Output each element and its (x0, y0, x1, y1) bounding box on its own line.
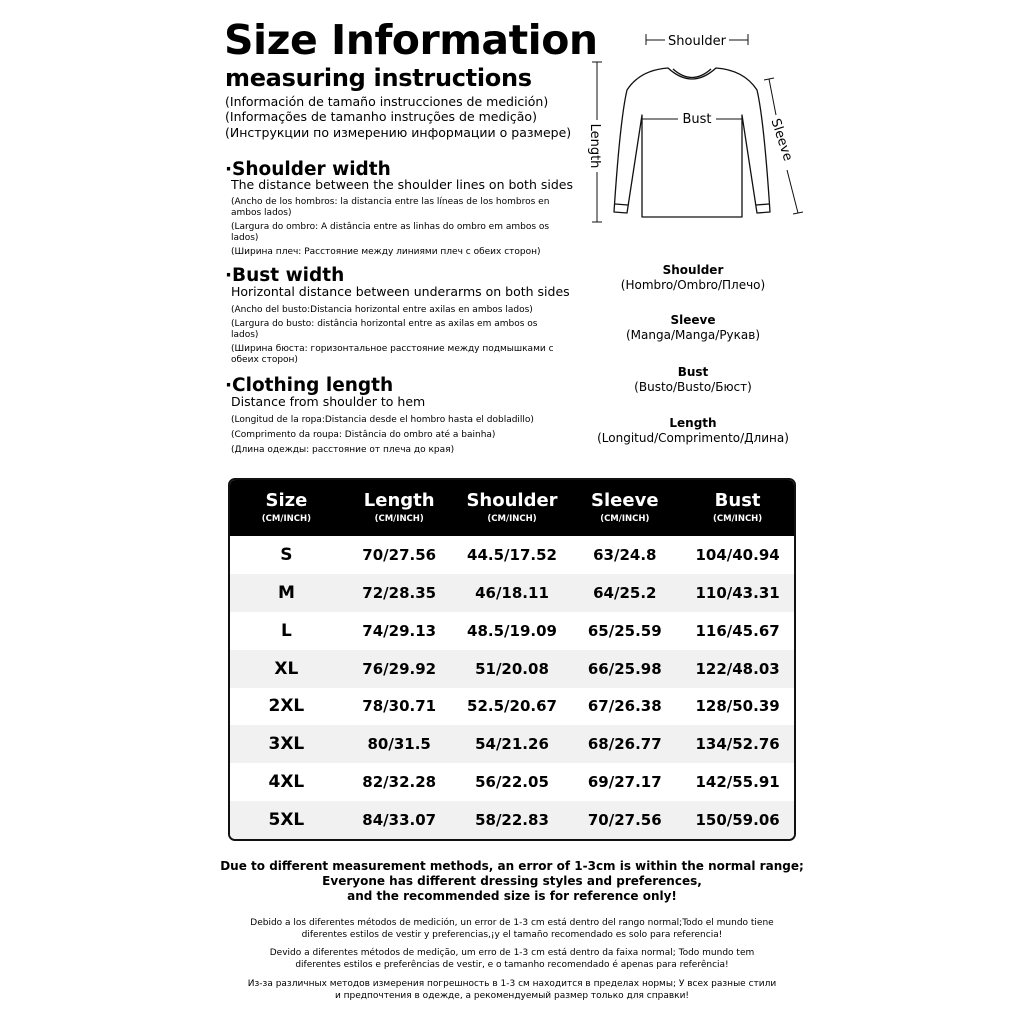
diagram-sleeve-label: Sleeve (767, 116, 796, 163)
page-subtitle: measuring instructions (225, 64, 532, 92)
cell-length: 78/30.71 (362, 697, 437, 716)
cell-size: XL (274, 658, 299, 679)
column-header-length: Length (CM/INCH) (363, 490, 435, 524)
note-english: Due to different measurement methods, an error of 1-3cm is within the normal range; Everyone has different dressing styles and preferences, and the recommended size is for reference only! (220, 859, 804, 903)
note-portuguese: Devido a diferentes métodos de medição, um erro de 1-3 cm está dentro da faixa normal; Todo mundo tem diferentes estilos e preferências de vestir, e o tamanho recomendado é apenas para referência! (269, 948, 755, 970)
cell-size: L (280, 620, 292, 641)
table-row (230, 536, 794, 574)
column-header-size: Size (CM/INCH) (261, 490, 311, 524)
section-bust-es: (Ancho del busto:Distancia horizontal entre axilas en ambos lados) (231, 305, 533, 315)
cell-size: 3XL (268, 734, 305, 755)
table-row (230, 763, 794, 801)
section-shoulder-heading: ·Shoulder width (225, 159, 391, 180)
table-body (230, 536, 794, 839)
section-bust-ru: (Ширина бюста: горизонтальное расстояние между подмышками с обеих сторон) (231, 344, 554, 365)
cell-sleeve: 67/26.38 (587, 697, 662, 716)
legend-name: Shoulder (662, 263, 724, 277)
cell-shoulder: 52.5/20.67 (467, 697, 557, 716)
cell-length: 74/29.13 (362, 621, 437, 640)
column-header-sleeve: Sleeve (CM/INCH) (591, 490, 659, 524)
cell-bust: 128/50.39 (695, 697, 780, 716)
legend-translation: (Manga/Manga/Рукав) (625, 328, 761, 342)
cell-length: 80/31.5 (367, 735, 431, 754)
cell-sleeve: 64/25.2 (593, 583, 657, 602)
cell-length: 84/33.07 (362, 811, 437, 830)
subtitle-pt: (Informações de tamanho instruções de medição) (225, 109, 537, 124)
section-length-es: (Longitud de la ropa:Distancia desde el hombro hasta el dobladillo) (231, 415, 534, 425)
legend-item-sleeve (580, 313, 806, 343)
cell-shoulder: 54/21.26 (475, 735, 549, 754)
table-row (230, 688, 794, 726)
section-bust-pt: (Largura do busto: distância horizontal entre as axilas em ambos os lados) (231, 319, 538, 340)
cell-size: 2XL (268, 696, 305, 717)
subtitle-ru: (Инструкции по измерению информации о размере) (225, 125, 572, 140)
note-russian: Из-за различных методов измерения погрешность в 1-3 см находится в пределах нормы; У всех разные стили и предпочтения в одежде, а рекомендуемый размер только для справки! (247, 979, 777, 1001)
legend-item-length (580, 416, 806, 446)
table-header (230, 480, 794, 536)
subtitle-es: (Información de tamaño instrucciones de medición) (225, 94, 549, 109)
size-table (228, 478, 796, 841)
section-shoulder-es: (Ancho de los hombros: la distancia entre las líneas de los hombros en ambos lados) (231, 197, 550, 218)
cell-bust: 134/52.76 (695, 735, 780, 754)
column-header-shoulder: Shoulder (CM/INCH) (466, 490, 558, 524)
cell-shoulder: 48.5/19.09 (467, 621, 557, 640)
legend-translation: (Busto/Busto/Бюст) (634, 380, 752, 394)
legend-name: Length (669, 416, 717, 430)
cell-sleeve: 68/26.77 (587, 735, 662, 754)
table-row (230, 574, 794, 612)
cell-bust: 116/45.67 (695, 621, 780, 640)
diagram-length-label: Length (587, 123, 602, 169)
cell-sleeve: 66/25.98 (587, 659, 662, 678)
legend-item-shoulder (580, 263, 806, 293)
cell-shoulder: 44.5/17.52 (467, 545, 557, 564)
section-length-heading: ·Clothing length (225, 375, 394, 396)
cell-size: S (280, 544, 293, 565)
cell-sleeve: 69/27.17 (587, 773, 662, 792)
table-row (230, 650, 794, 688)
cell-bust: 122/48.03 (695, 659, 780, 678)
shirt-outline (614, 68, 770, 217)
legend-translation: (Hombro/Ombro/Плечо) (620, 278, 766, 292)
section-bust-heading: ·Bust width (225, 265, 345, 286)
legend-name: Bust (677, 365, 709, 379)
diagram-bust-label: Bust (682, 112, 712, 127)
cell-shoulder: 56/22.05 (475, 773, 549, 792)
legend-item-bust (580, 365, 806, 395)
cell-bust: 104/40.94 (695, 545, 780, 564)
garment-diagram (580, 25, 810, 235)
section-shoulder-desc: The distance between the shoulder lines on both sides (231, 177, 573, 192)
table-row (230, 801, 794, 839)
cell-length: 70/27.56 (362, 545, 437, 564)
note-spanish: Debido a los diferentes métodos de medición, un error de 1-3 cm está dentro del rango normal;Todo el mundo tiene diferentes estilos de vestir y preferencias,¡y el tamaño recomendado es solo para referencia! (250, 918, 774, 940)
table-row (230, 725, 794, 763)
cell-sleeve: 63/24.8 (593, 545, 657, 564)
cell-size: 4XL (268, 772, 305, 793)
section-bust-desc: Horizontal distance between underarms on both sides (231, 284, 570, 299)
section-shoulder-pt: (Largura do ombro: A distância entre as linhas do ombro em ambos os lados) (231, 222, 550, 243)
cell-sleeve: 70/27.56 (587, 811, 662, 830)
table-row (230, 612, 794, 650)
column-header-bust: Bust (CM/INCH) (712, 490, 763, 524)
cell-shoulder: 51/20.08 (475, 659, 549, 678)
cell-bust: 142/55.91 (695, 773, 780, 792)
cell-bust: 150/59.06 (695, 811, 780, 830)
page-title: Size Information (224, 16, 598, 64)
cell-shoulder: 46/18.11 (475, 583, 549, 602)
legend-name: Sleeve (670, 313, 716, 327)
cell-bust: 110/43.31 (695, 583, 780, 602)
legend-translation: (Longitud/Comprimento/Длина) (597, 431, 789, 445)
section-length-pt: (Comprimento da roupa: Distância do ombro até a bainha) (231, 430, 496, 440)
section-shoulder-ru: (Ширина плеч: Расстояние между линиями плеч с обеих сторон) (231, 247, 541, 257)
cell-shoulder: 58/22.83 (475, 811, 549, 830)
cell-length: 72/28.35 (362, 583, 437, 602)
cell-length: 76/29.92 (362, 659, 437, 678)
section-length-ru: (Длина одежды: расстояние от плеча до края) (231, 445, 455, 455)
cell-sleeve: 65/25.59 (587, 621, 662, 640)
cell-length: 82/32.28 (362, 773, 437, 792)
section-length-desc: Distance from shoulder to hem (231, 394, 426, 409)
cell-size: M (277, 582, 295, 603)
cell-size: 5XL (268, 810, 305, 831)
diagram-shoulder-label: Shoulder (668, 34, 726, 49)
